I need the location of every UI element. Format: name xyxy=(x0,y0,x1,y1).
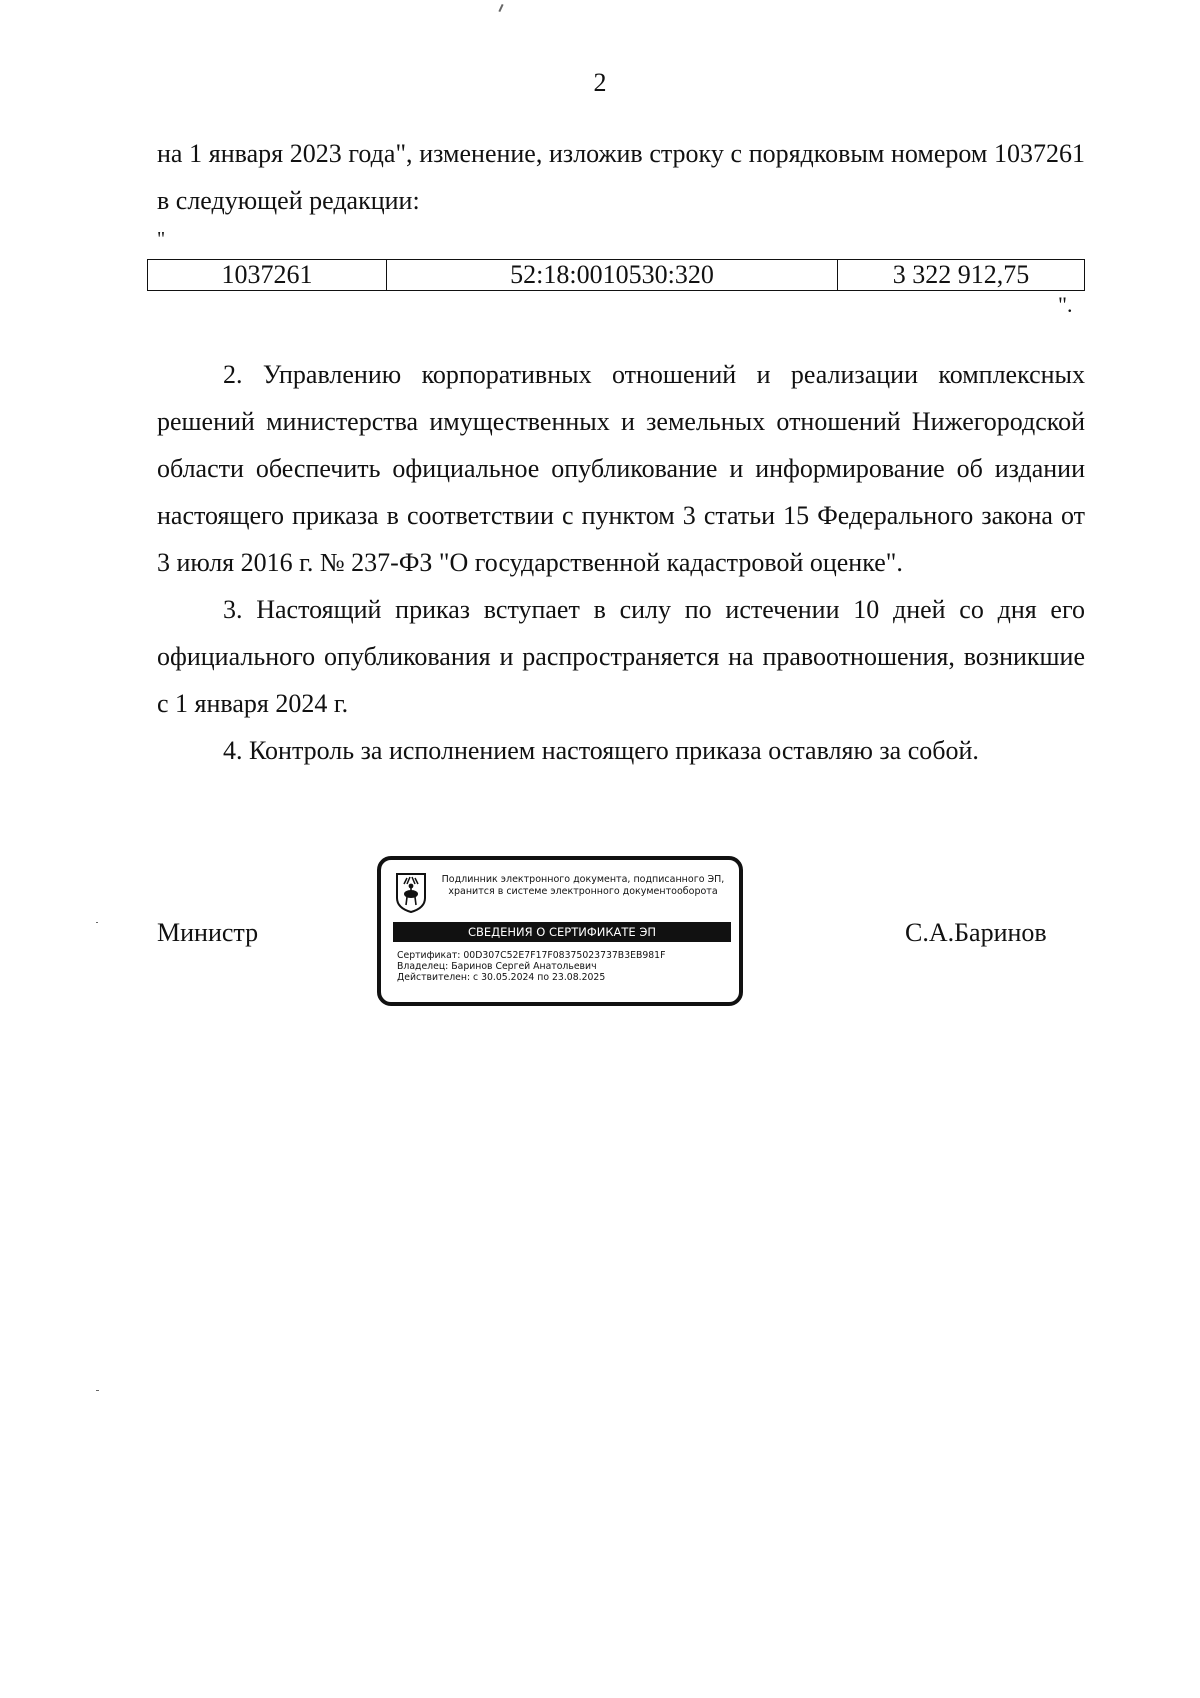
intro-paragraph xyxy=(157,130,1085,224)
close-quote: ". xyxy=(1058,292,1073,317)
stamp-header xyxy=(435,874,731,898)
signatory-position: Министр xyxy=(157,918,259,947)
electronic-signature-stamp xyxy=(377,856,743,1006)
cadastral-table xyxy=(147,259,1085,291)
cadastral-number-cell: 52:18:0010530:320 xyxy=(387,260,838,291)
paragraph-4: 4. Контроль за исполнением настоящего приказа оставляю за собой. xyxy=(223,736,979,765)
page-number: 2 xyxy=(593,68,607,97)
table-row xyxy=(148,260,1085,291)
body-paragraphs xyxy=(157,351,1085,774)
intro-text: на 1 января 2023 года", изменение, изложив строку с порядковым номером 1037261 в следующей редакции: xyxy=(157,139,1085,215)
paragraph-2: 2. Управлению корпоративных отношений и реализации комплексных решений министерства имущественных и земельных отношений Нижегородской области обеспечить официальное опубликование и информирование об издании настоящего приказа в соответствии с пунктом 3 статьи 15 Федерального закона от 3 июля 2016 г. № 237-ФЗ "О государственной кадастровой оценке". xyxy=(157,360,1085,577)
stamp-validity: Действителен: с 30.05.2024 по 23.08.2025 xyxy=(397,972,606,983)
stamp-owner: Владелец: Баринов Сергей Анатольевич xyxy=(397,961,597,972)
coat-of-arms-emblem xyxy=(395,872,427,914)
cadastral-value-cell: 3 322 912,75 xyxy=(838,260,1085,291)
stamp-certificate: Сертификат: 00D307C52E7F17F08375023737B3EB981F xyxy=(397,950,666,961)
open-quote: " xyxy=(157,228,166,250)
margin-scan-mark xyxy=(96,922,98,923)
paragraph-3: 3. Настоящий приказ вступает в силу по истечении 10 дней со дня его официального опубликования и распространяется на правоотношения, возникшие с 1 января 2024 г. xyxy=(157,595,1085,718)
stamp-header-line-2: хранится в системе электронного документооборота xyxy=(448,886,718,897)
margin-scan-mark xyxy=(96,1390,99,1391)
stamp-header-line-1: Подлинник электронного документа, подписанного ЭП, xyxy=(441,874,725,885)
stamp-certificate-info xyxy=(397,950,733,983)
signatory-name: С.А.Баринов xyxy=(905,918,1047,947)
stamp-title: СВЕДЕНИЯ О СЕРТИФИКАТЕ ЭП xyxy=(393,922,731,942)
row-number-cell: 1037261 xyxy=(148,260,387,291)
scan-mark xyxy=(498,4,503,12)
